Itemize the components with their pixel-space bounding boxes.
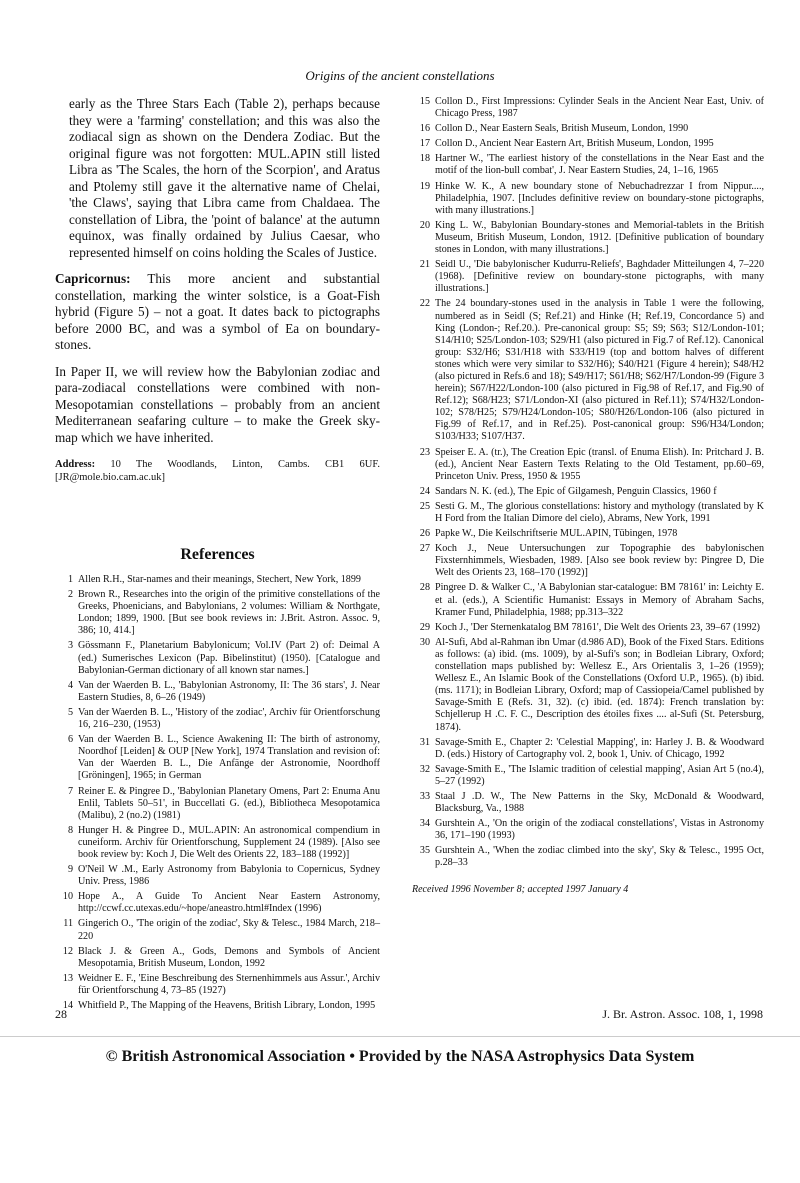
references-list-left [55,574,380,1012]
reference-text: Brown R., Researches into the origin of the primitive constellations of the Greeks, Phoenicians, and Babylonians, 2 volumes: William & Northgate, London; 1899, 1900. [But see book reviews in: J.Brit. Astron. Assoc. 9, 386; 10, 414.] [78,589,380,637]
running-header: Origins of the ancient constellations [305,68,495,83]
received-date: Received 1996 November 8; accepted 1997 January 4 [412,883,629,895]
reference-number: 4 [67,679,73,691]
reference-text: Gingerich O., 'The origin of the zodiac', Sky & Telesc., 1984 March, 218–220 [78,918,380,942]
reference-item [55,864,380,888]
reference-text: Hunger H. & Pingree D., MUL.APIN: An astronomical compendium in cuneiform. Archiv für Orientforschung, Supplement 24 (1989). [Also see book review by: Koch J, Die Welt des Orients 22, 183–188 (1992)] [78,824,380,860]
footer-divider [0,1036,800,1037]
reference-text: Collon D., Ancient Near Eastern Art, British Museum, London, 1995 [435,138,714,150]
reference-item [412,622,764,634]
reference-item [55,946,380,970]
reference-item [412,259,764,295]
reference-number: 15 [419,96,430,107]
reference-number: 33 [419,790,430,802]
reference-text: Collon D., Near Eastern Seals, British Museum, London, 1990 [435,123,689,135]
reference-item [412,447,764,483]
reference-text: Van der Waerden B. L., 'History of the zodiac', Archiv für Orientforschung 16, 216–230, (1953) [78,706,380,731]
reference-number: 17 [419,138,430,150]
reference-item [412,501,764,525]
reference-text: Sesti G. M., The glorious constellations: history and mythology (translated by K H Ford from the Italian Dimore del cielo), Abrams, New York, 1991 [435,500,764,524]
reference-item [55,574,380,586]
body-paragraph-libra: early as the Three Stars Each (Table 2), perhaps because they were a 'farming' constellation; and this was also the zodiacal sign as shown on the Dendera Zodiac. But the original figure was not forgotten: MUL.APIN still listed Libra as 'The Scales, the horn of the Scorpion', and Aratus and Ptolemy still gave it the alternative name of Chelai, 'the Claws', saying that Libra came from Chaldaea. The constellation of Libra, the 'point of balance' at the autumn equinox, was finally ordained by Julius Caesar, who represented himself on coins holding the Scales of Justice. [69,96,380,260]
reference-number: 10 [62,891,73,903]
reference-text: Black J. & Green A., Gods, Demons and Symbols of Ancient Mesopotamia, British Museum, London, 1992 [78,945,380,969]
reference-item [412,791,764,815]
reference-text: Seidl U., 'Die babylonischer Kudurru-Reliefs', Baghdader Mitteilungen 4, 7–220 (1968). [Definitive review on boundary-stone pictographs, with many illustrations.] [435,259,764,295]
reference-item [412,818,764,842]
reference-number: 5 [67,706,73,718]
reference-number: 21 [419,259,430,271]
reference-number: 29 [419,621,430,633]
reference-item [55,918,380,942]
reference-item [412,181,764,217]
capricornus-text: This more ancient and substantial constellation, marking the winter solstice, is a Goat-Fish hybrid (Figure 5) – not a goat. It dates back to pictographs before 2000 BC, and was a symbol of Ea on boundary-stones. [55,271,380,352]
reference-text: Staal J .D. W., The New Patterns in the Sky, McDonald & Woodward, Blacksburg, Va., 1988 [435,790,764,815]
references-list-right [412,96,764,870]
reference-item [412,220,764,256]
reference-text: King L. W., Babylonian Boundary-stones and Memorial-tablets in the British Museum, British Museum, London, 1912. [Definitive publication of boundary stones in London, with many illustrations.] [435,219,764,256]
reference-number: 16 [419,123,430,135]
reference-text: Sandars N. K. (ed.), The Epic of Gilgamesh, Penguin Classics, 1960 f [435,485,717,497]
reference-number: 32 [419,763,430,775]
reference-number: 14 [62,1000,73,1011]
address-label: Address: [55,459,96,470]
reference-text: Hartner W., 'The earliest history of the constellations in the Near East and the motif of the lion-bull combat', J. Near Eastern Studies, 24, 1–16, 1965 [435,153,764,177]
body-paragraph-capricornus [55,271,380,354]
reference-item [55,589,380,637]
reference-text: Gössmann F., Planetarium Babylonicum; Vol.IV (Part 2) of: Deimal A (ed.) Sumerisches Lexicon (Pap. Bibelinstitut) (1950). [Catalogue and Babylonian-German dictionary of all known star names.] [78,640,380,676]
reference-number: 6 [67,734,73,746]
left-column [55,96,380,1015]
reference-number: 30 [419,636,430,648]
body-paragraph-paper-ii: In Paper II, we will review how the Babylonian zodiac and para-zodiacal constellations were combined with non-Mesopotamian constellations – probably from an ancient Mediterranean seafaring culture – to make the Greek sky-map which we have inherited. [55,363,380,445]
reference-item [412,637,764,734]
reference-number: 7 [67,785,73,797]
reference-item [412,737,764,761]
reference-number: 20 [419,219,430,231]
reference-number: 28 [419,582,430,594]
reference-text: Hinke W. K., A new boundary stone of Nebuchadrezzar I from Nippur...., Philadelphia, 1907. [Includes definitive review on boundary-stone pictographs, with many illustrations.] [435,180,764,216]
reference-text: Savage-Smith E., 'The Islamic tradition of celestial mapping', Asian Art 5 (no.4), 5–27 (1992) [435,763,764,787]
reference-item [412,96,764,120]
reference-number: 19 [419,180,430,192]
reference-item [55,786,380,822]
journal-citation: J. Br. Astron. Assoc. 108, 1, 1998 [602,1007,763,1021]
reference-text: Weidner E. F., 'Eine Beschreibung des Sternenhimmels aus Assur.', Archiv für Orientforschung 4, 73–85 (1927) [78,972,380,996]
reference-number: 3 [67,640,73,652]
reference-number: 26 [419,528,430,540]
reference-text: Gurshtein A., 'When the zodiac climbed into the sky', Sky & Telesc., 1995 Oct, p.28–33 [435,845,764,869]
reference-text: Hope A., A Guide To Ancient Near Eastern Astronomy, http://ccwf.cc.utexas.edu/~hope/aneastro.html#Index (1996) [78,891,380,915]
reference-text: Allen R.H., Star-names and their meanings, Stechert, New York, 1899 [78,574,361,585]
reference-item [412,153,764,177]
reference-text: Koch J., 'Der Sternenkatalog BM 78161', Die Welt des Orients 23, 39–67 (1992) [435,621,761,633]
reference-item [412,582,764,618]
reference-item [55,640,380,676]
reference-text: Van der Waerden B. L., 'Babylonian Astronomy, II: The 36 stars', J. Near Eastern Studies, 8, 6–26 (1949) [78,679,380,703]
reference-item [412,486,764,498]
reference-text: O'Neil W .M., Early Astronomy from Babylonia to Copernicus, Sydney Univ. Press, 1986 [78,864,380,888]
reference-text: Collon D., First Impressions: Cylinder Seals in the Ancient Near East, Univ. of Chicago Press, 1987 [435,96,764,120]
reference-item [412,123,764,135]
reference-item [55,973,380,997]
reference-number: 11 [63,918,73,930]
reference-item [412,298,764,443]
reference-item [55,825,380,861]
reference-item [412,845,764,869]
reference-number: 1 [67,574,73,585]
right-column [412,96,764,895]
reference-number: 23 [419,446,430,458]
reference-number: 35 [419,845,430,857]
reference-item [412,543,764,579]
reference-item [55,891,380,915]
reference-number: 24 [419,485,430,497]
reference-item [55,707,380,731]
reference-item [412,764,764,788]
capricornus-label: Capricornus: [55,271,131,286]
reference-number: 22 [419,298,430,310]
reference-number: 25 [419,500,430,512]
reference-number: 9 [67,864,73,876]
reference-text: The 24 boundary-stones used in the analysis in Table 1 were the following, numbered as in Seidl (S; Ref.21) and Hinke (H; Ref.19, Concordance 5) and King (London-; Ref.20.). Pre-canonical group: S5; S9; S63; S12/London-101; S14/H10; S25/London-103; S29/H1 (also pictured in Fig.7 of Ref.12). Canonical group: S32/H6; S31/H18 with S33/H19 (top and bottom halves of different stones which were very similar to S32/H6); S40/H21 (Figure 4 herein); S48/H2 (also pictured in Refs.6 and 18); S49/H17; S61/H8; S62/H7/London-99 (Figure 3 herein); S67/H22/London-100 (also pictured in Fig.98 of Ref.17, and Fig.90 of Ref.12); S68/H23; S71/London-XI (also pictured in Ref.11); S74/H32/London-102; S78/H25; S79/H24/London-105; S80/H26/London-106 (also pictured in Fig.99 of Ref.17, and in Ref.25). Post-canonical group: S96/H34/London; S103/H33; S107/H37. [435,298,764,443]
reference-text: Speiser E. A. (tr.), The Creation Epic (transl. of Enuma Elish). In: Pritchard J. B. (ed.), Ancient Near Eastern Texts Relating to the Old Testament, pp.60–69, Princeton Univ. Press, 1950 & 1955 [435,446,764,482]
reference-number: 8 [67,824,73,836]
reference-number: 2 [67,589,73,601]
author-address [55,458,380,484]
reference-item [55,734,380,782]
reference-item [412,138,764,150]
references-heading: References [180,546,255,563]
copyright-footer: © British Astronomical Association • Provided by the NASA Astrophysics Data System [105,1048,695,1065]
reference-number: 34 [419,818,430,830]
address-text: 10 The Woodlands, Linton, Cambs. CB1 6UF. [JR@mole.bio.cam.ac.uk] [55,459,380,483]
reference-text: Reiner E. & Pingree D., 'Babylonian Planetary Omens, Part 2: Enuma Anu Enlil, Tablets 50–51', in Buccellati G. (ed.), Bibliotheca Mesopotamica (Malibu), 2 (no.2) (1981) [78,785,380,821]
reference-text: Gurshtein A., 'On the origin of the zodiacal constellations', Vistas in Astronomy 36, 171–190 (1993) [435,818,764,842]
reference-number: 31 [419,736,430,748]
reference-text: Pingree D. & Walker C., 'A Babylonian star-catalogue: BM 78161' in: Leichty E. et al. (eds.), A Scientific Humanist: Essays in Memory of Abraham Sachs, Kramer Fund, Philadelphia, 1988; pp.313–322 [435,582,764,618]
reference-item [55,1000,380,1012]
reference-text: Van der Waerden B. L., Science Awakening II: The birth of astronomy, Noordhof [Leiden] & OUP [New York], 1974 Translation and revision of: Van der Waerden B. L., Die Anfänge der Astronomie, Noordhoff [Gröningen], 1965; in German [78,734,380,782]
reference-number: 12 [62,945,73,957]
reference-number: 13 [62,972,73,984]
reference-item [412,528,764,540]
reference-text: Koch J., Neue Untersuchungen zur Topographie des babylonischen Fixsternhimmels, Wiesbaden, 1989. [Also see book review by: Pingree D, Die Welt des Orients 23, 168–170 (1992)] [435,543,764,579]
reference-number: 18 [419,153,430,165]
reference-item [55,680,380,704]
reference-text: Savage-Smith E., Chapter 2: 'Celestial Mapping', in: Harley J. B. & Woodward D. (eds.) History of Cartography vol. 2, book 1, Univ. of Chicago, 1992 [435,736,764,760]
reference-text: Whitfield P., The Mapping of the Heavens, British Library, London, 1995 [78,1000,376,1011]
page-number: 28 [55,1007,67,1021]
reference-text: Al-Sufi, Abd al-Rahman ibn Umar (d.986 AD), Book of the Fixed Stars. Editions as follows: (a) ibid. (ms. 1009), by al-Sufi's son; in Bodleian Library, Oxford; constellation maps published by: Wellesz E., Ars Orientalis 3, 1–26 (1959); Wellesz E., An Islamic Book of the Constellations (Oxford U.P., 1965). (b) ibid. (ms. 1171); in Bodleian Library, Oxford; map of Cassiopeia/Camel published by Savage-Smith E (Refs. 31, 32). (c) ibid. (ed. 1874): French translation by: Schjellerup H .C. F. C., Description des étoiles fixes .... al-Sufi (St. Petersburg, 1874). [435,636,764,733]
reference-number: 27 [419,543,430,555]
reference-text: Papke W., Die Keilschriftserie MUL.APIN, Tübingen, 1978 [435,528,678,540]
